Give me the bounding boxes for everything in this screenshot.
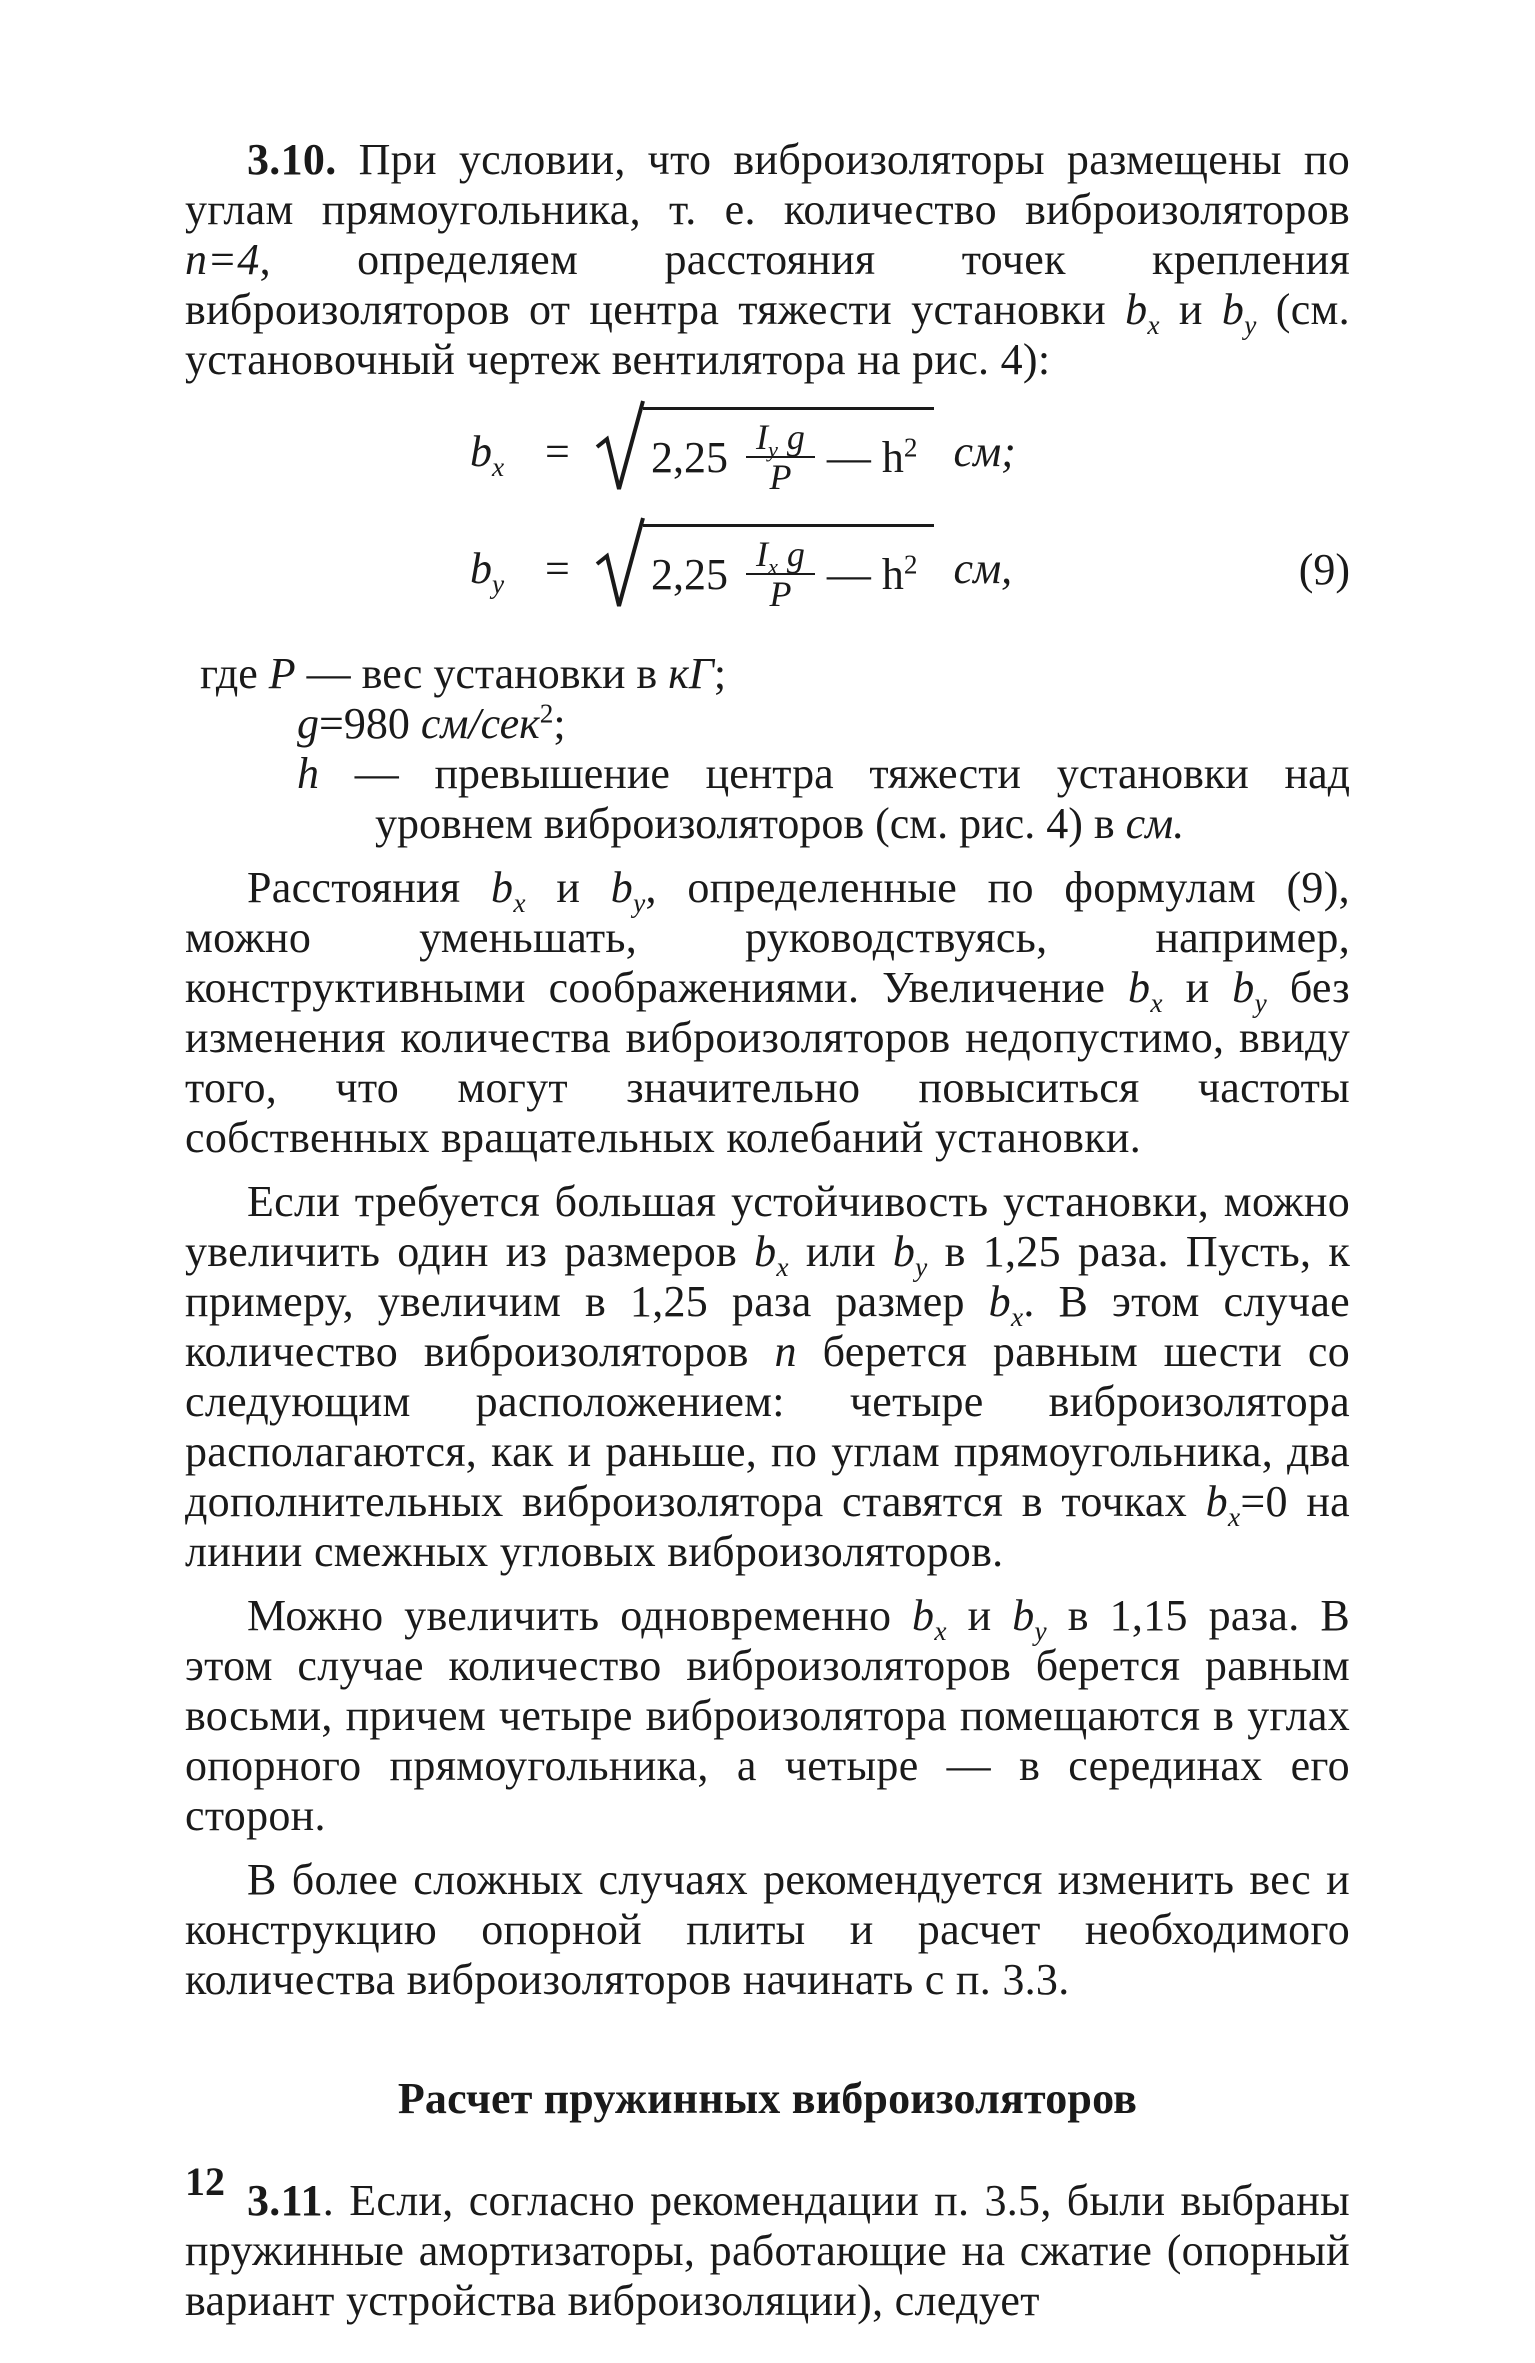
radical-sign-icon bbox=[595, 399, 645, 494]
section-number: 3.10. bbox=[247, 135, 337, 184]
equation-number: (9) bbox=[1298, 545, 1350, 594]
paragraph-3-11: 3.11. Если, согласно рекомендации п. 3.5, были выбраны пружинные амортизаторы, работающие на сжатие (опорный вариант устройства виброизоляции), следует bbox=[185, 2176, 1350, 2325]
paragraph-stability: Если требуется большая устойчивость установки, можно увеличить один из размеров $b_x$ или $b_y$ в 1,25 раза. Пусть, к примеру, увеличим в 1,25 раза размер $b_x$. В этом случае количество виброизоляторов n берется равным шести со следующим расположением: четыре виброизолятора располагаются, как и раньше, по углам прямоугольника, два дополнительных виброизолятора ставятся в точках $b_x=0$ на линии смежных угловых виброизоляторов. bbox=[185, 1177, 1351, 1576]
page-content bbox=[185, 135, 1350, 2340]
radical-sign-icon bbox=[595, 516, 645, 611]
formula-row-by: $b_y$ = 2,25 $\frac{I_x g}{P}$ — $h^2$ см, bbox=[470, 524, 1012, 613]
paragraph-distances: Расстояния $b_x$ и $b_y$, определенные по формулам (9), можно уменьшать, руководствуясь, например, конструктивными соображениями. Увеличение $b_x$ и $b_y$ без изменения количества виброизоляторов недопустимо, ввиду того, что могут значительно повыситься частоты собственных вращательных колебаний установки. bbox=[185, 863, 1350, 1162]
section-number: 3.11 bbox=[247, 2176, 323, 2225]
paragraph-complex: В более сложных случаях рекомендуется изменить вес и конструкцию опорной плиты и расчет необходимого количества виброизоляторов начинать с п. 3.3. bbox=[185, 1855, 1350, 2004]
formula-row-bx: $b_x$ = 2,25 $\frac{I_y g}{P}$ — $h^2$ см; bbox=[470, 407, 1016, 496]
fraction: $\frac{I_y g}{P}$ bbox=[746, 418, 815, 496]
variable-definitions bbox=[185, 649, 1350, 849]
square-root: 2,25 $\frac{I_x g}{P}$ — $h^2$ bbox=[595, 524, 934, 613]
definition-g: g=980 см/сек$^2$; bbox=[297, 698, 566, 748]
paragraph-both: Можно увеличить одновременно $b_x$ и $b_y$ в 1,15 раза. В этом случае количество виброизоляторов берется равным восьми, причем четыре виброизолятора помещаются в углах опорного прямоугольника, а четыре — в серединах его сторон. bbox=[185, 1591, 1350, 1840]
page-number: 12 bbox=[185, 2159, 225, 2204]
formula-9 bbox=[185, 399, 1350, 639]
definition-h: h — превышение центра тяжести установки над bbox=[297, 749, 1350, 798]
section-heading: Расчет пружинных виброизоляторов bbox=[397, 2074, 1138, 2123]
square-root: 2,25 $\frac{I_y g}{P}$ — $h^2$ bbox=[595, 407, 934, 496]
fraction: $\frac{I_x g}{P}$ bbox=[746, 535, 815, 613]
definition-h-continued: уровнем виброизоляторов (см. рис. 4) в см. bbox=[375, 799, 1185, 848]
definition-p: где P — вес установки в кГ; bbox=[200, 649, 727, 698]
paragraph-3-10: 3.10. При условии, что виброизоляторы размещены по углам прямоугольника, т. е. количество виброизоляторов n=4, определяем расстояния точек крепления виброизоляторов от центра тяжести установки $b_x$ и $b_y$ (см. установочный чертеж вентилятора на рис. 4): bbox=[185, 135, 1350, 384]
